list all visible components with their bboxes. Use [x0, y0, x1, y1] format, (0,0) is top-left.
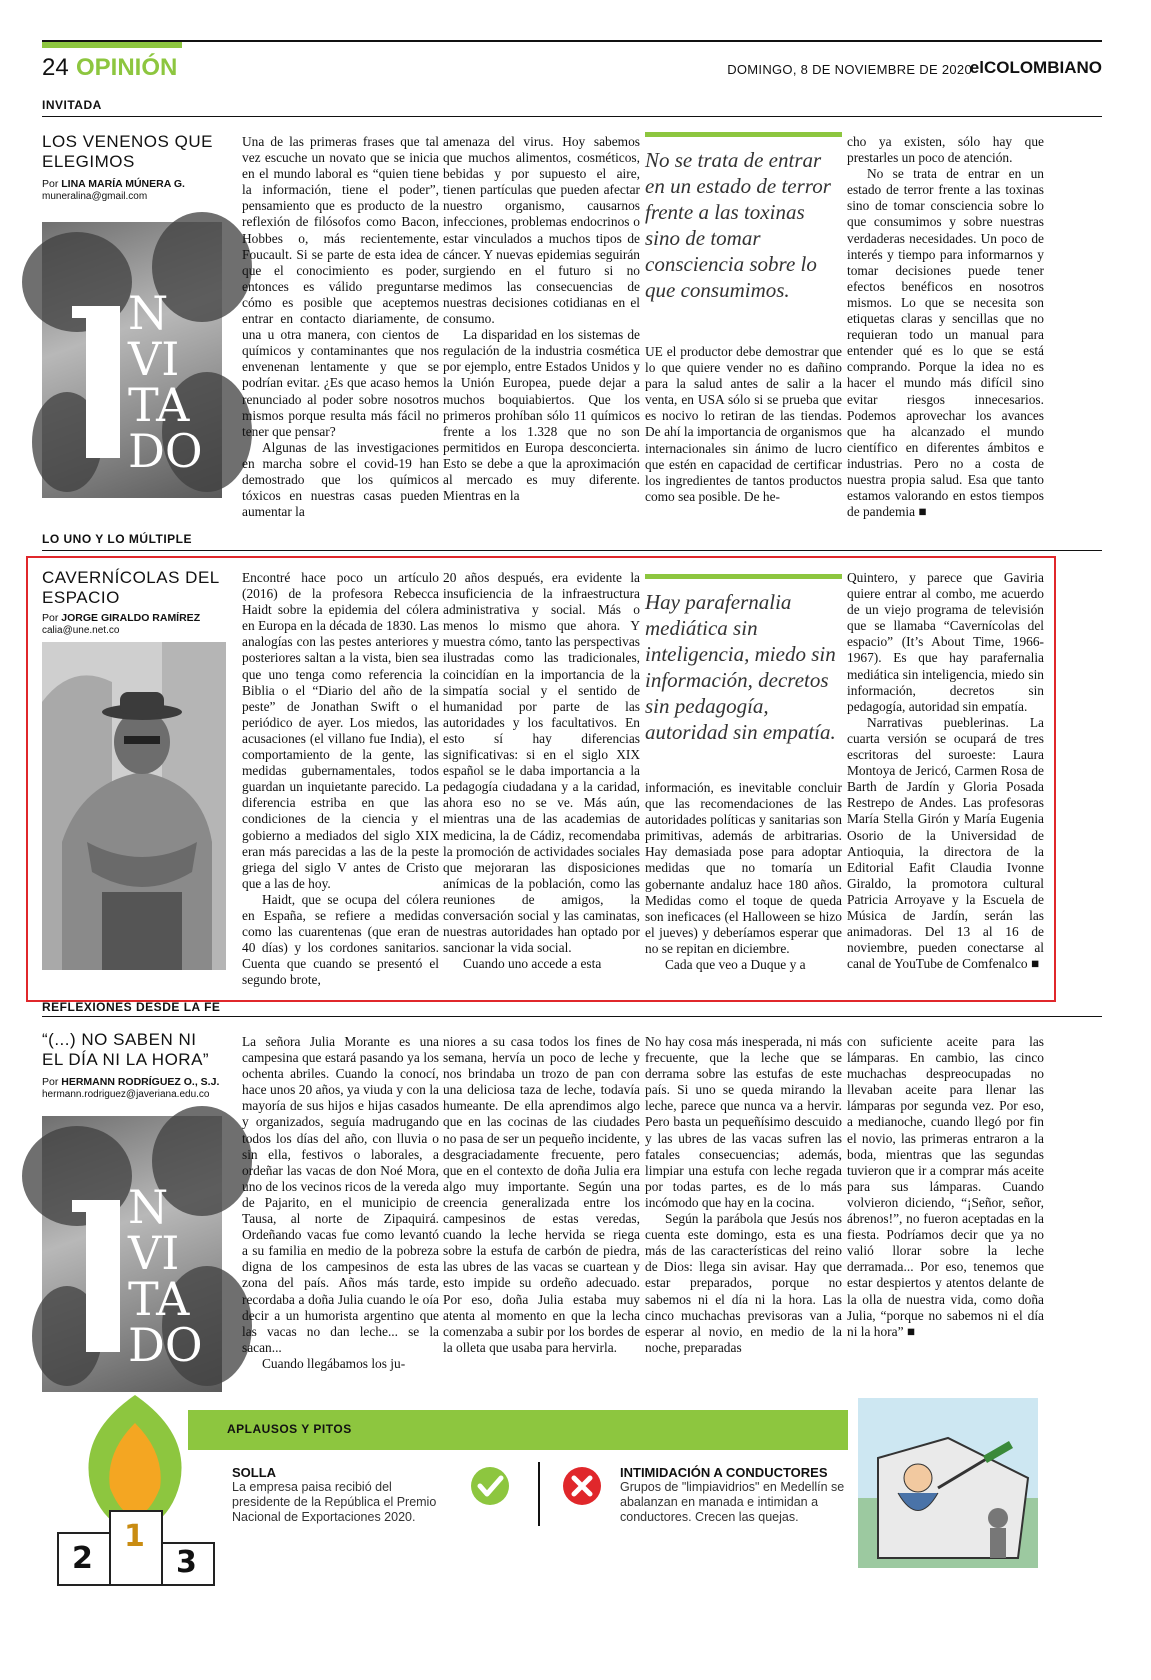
kicker-invitada: INVITADA [42, 98, 102, 112]
paragraph: información, es inevitable concluir que las recomendaciones de las autoridades políticas y sanitarias son primitivas, además de arbitrarias. Hay demasiada pose para adoptar medidas que no tomaría un gobernante andaluz hace 180 años. Medidas como el toque de queda son ineficaces (el Halloween se hizo el jueves) y deberíamos esperar que no se repitan en diciembre. [645, 780, 842, 956]
article3-column-1 [242, 1034, 439, 1374]
pull-quote: No se trata de entrar en un estado de terror frente a las toxinas sino de tomar consciencia sobre lo que consumimos. [645, 132, 842, 303]
invitado-letter-i [86, 1204, 120, 1352]
byline-prefix: Por [42, 178, 59, 190]
paragraph: Quintero, y parece que Gaviria quiere entrar al combo, me acuerdo de un viejo programa de televisión que se llamaba “Cavernícolas del espacio” (It’s About Time, 1966-1967). Es que hay parafernalia mediática sin inteligencia, miedo sin información, decretos sin pedagogía, autoridad sin empatía. [847, 570, 1044, 714]
byline-prefix: Por [42, 612, 59, 624]
article3-column-2 [443, 1034, 640, 1374]
newspaper-logo: elCOLOMBIANO [969, 58, 1102, 77]
podium-second: 2 [72, 1541, 93, 1576]
byline [42, 1076, 219, 1088]
pito-text: Grupos de "limpiavidrios" en Medellín se abalanzan en manada e intimidan a conductores. Crecen las quejas. [620, 1480, 845, 1524]
section-color-bar [42, 42, 182, 48]
paragraph: No se trata de entrar en un estado de terror frente a las toxinas sino de tomar consciencia sobre lo que consumimos y sobre nuestras verdaderas necesidades. Un poco de interés y tiempo para informarnos y tomar decisiones puede tener efectos benéficos en nosotros mismos. Lo que se necesita son etiquetas claras y sencillas que no requieran todo un manual para entender qué es lo que se está comprando. Porque la idea no es hacer el mundo más difícil sino evitar riesgos innecesarios. Podemos aprovechar los avances que ha alcanzado el mundo científico en diferentes ámbitos e industrias. Pero no a costa de nuestra propia salud. Esa que tanto estamos valorando en estos tiempos de pandemia ■ [847, 166, 1044, 520]
invitado-letters: N VI TA DO [128, 286, 203, 478]
cross-icon [562, 1466, 602, 1506]
paragraph: niores a su casa todos los fines de semana, hervía un poco de leche y nos brindaba un trozo de pan con una deliciosa taza de leche, todavía humeante. De ella aprendimos algo que en las cocinas de las ciudades no pasa de ser un pequeño incidente, desgraciadamente frecuente, pero que en el contexto de doña Julia era algo muy importante. Según una creencia generalizada entre los campesinos de estas veredas, cuando la leche hervida se riega sobre la estufa de carbón de piedra, las ubres de las vacas se cuartean y esto impide su ordeño adecuado. Por eso, doña Julia estaba muy atenta al momento en que la lecha comenzaba a subir por los bordes de la olleta que usaba para hervirla. [443, 1034, 640, 1355]
pito-item [620, 1465, 852, 1525]
section-name: OPINIÓN [76, 54, 178, 81]
article1-column-4 [847, 134, 1044, 520]
paragraph: amenaza del virus. Hoy sabemos que muchos alimentos, cosméticos, bebidas y por supuesto el aire, tienen partículas que pueden afectar nuestro organismo, causarnos infecciones, problemas endocrinos o estar vinculados a muchos tipos de cáncer. Y nuevas epidemias seguirán surgiendo en el futuro si no medimos las consecuencias de nuestras decisiones cotidianas en el consumo. [443, 134, 640, 327]
author-name: LINA MARÍA MÚNERA G. [61, 178, 185, 190]
paragraph: Haidt, que se ocupa del cólera en España, se refiere a medidas como las cuarentenas (que eran de 40 días) y los cordones sanitarios. Cuenta que cuando se presentó el segundo brote, [242, 891, 439, 988]
paragraph: 20 años después, era evidente la insuficiencia de la infraestructura administrativa y social. Más o menos lo mismo que ahora. Y muestra cómo, tanto las perspectivas ilustradas como las tradicionales, coincidían en la importancia de la simpatía social y el sentido de humanidad por parte de las autoridades y los facultativos. En esto sí hay diferencias significativas: si en el siglo XIX español se le daba importancia a la pedagogía ciudadana y a la caridad, ahora eso no se ve. Más aún, mientras una de las academias de medicina, la de Cádiz, recomendaba la promoción de actividades sociales que mejoraran las disposiciones anímicas de la población, como las reuniones de amigos, la conversación social y las caminatas, nuestras autoridades han optado por sancionar la vida social. [443, 570, 640, 956]
paragraph: Narrativas pueblerinas. La cuarta versión se ocupará de tres escritoras del suroeste: Laura Montoya de Jericó, Carmen Rosa de Barth de Jardín y Gloria Posada Restrepo de Andes. Las profesoras María Stella Girón y María Eugenia Osorio de la Universidad de Antioquia, la directora de la Editorial Eafit Claudia Ivonne Giraldo, la promotora cultural Patricia Arroyave y la Escuela de Música de Jardín, serán las animadoras. Del 13 al 16 de noviembre, pueden conectarse al canal de YouTube de Comfenalco ■ [847, 714, 1044, 972]
kicker-reflexiones: REFLEXIONES DESDE LA FE [42, 1000, 221, 1014]
author-email: calia@une.net.co [42, 625, 120, 636]
article3-column-4 [847, 1034, 1044, 1374]
check-icon [470, 1466, 510, 1506]
article2-column-2 [443, 570, 640, 978]
author-email: hermann.rodriguez@javeriana.edu.co [42, 1089, 210, 1100]
podium-first: 1 [124, 1519, 145, 1554]
author-photo [42, 642, 226, 970]
cartoon-illustration-icon [858, 1398, 1038, 1568]
article-title: “(...) NO SABEN NI EL DÍA NI LA HORA” [42, 1030, 210, 1069]
aplauso-title: SOLLA [232, 1465, 277, 1480]
article2-column-4 [847, 570, 1044, 978]
invitado-image [42, 222, 222, 498]
invitado-letter-i [86, 310, 120, 458]
aplauso-text: La empresa paisa recibió del presidente de la República el Premio Nacional de Exportaciones 2020. [232, 1480, 437, 1524]
paragraph: Cuando uno accede a esta [463, 956, 602, 972]
byline [42, 178, 185, 190]
author-name: HERMANN RODRÍGUEZ O., S.J. [61, 1076, 220, 1088]
paragraph: Cada que veo a Duque y a [665, 957, 806, 973]
paragraph: cho ya existen, sólo hay que prestarles un poco de atención. [847, 134, 1044, 166]
article2-column-3 [645, 780, 842, 978]
article-title: CAVERNÍCOLAS DEL ESPACIO [42, 568, 220, 607]
paragraph: Según la parábola que Jesús nos cuenta este domingo, esta es una más de las características del reino de Dios: llega sin avisar. Hay que estar preparados, porque no sabemos ni el día ni la hora. Las cinco muchachas previsoras van a esperar al novio, en medio de la noche, preparadas [645, 1211, 842, 1355]
paragraph: UE el productor debe demostrar que lo que quiere vender no es dañino para la salud antes de salir a la venta, en USA sólo si se prueba que es nocivo lo retiran de las tiendas. De ahí la importancia de organismos internacionales sin ánimo de lucro que estén en capacidad de certificar los ingredientes de tantos productos como sea posible. De he- [645, 344, 842, 504]
pito-title: INTIMIDACIÓN A CONDUCTORES [620, 1465, 828, 1480]
byline-prefix: Por [42, 1076, 59, 1088]
kicker-rule [42, 1016, 1102, 1017]
author-email: muneralina@gmail.com [42, 191, 148, 202]
paragraph: Encontré hace poco un artículo (2016) de la profesora Rebecca Haidt sobre la epidemia del cólera en Europa en la década de 1830. Las analogías con las pestes anteriores y posteriores saltan a la vista, bien sea que uno tenga como referencia la Biblia o el “Diario del año de la peste” de Jonathan Swift o el periódico de ayer. Los miedos, las acusaciones (el villano fue India), el comportamiento de la gente, las medidas gubernamentales, todos guardan un inquietante parecido. La diferencia estriba en que las condiciones de la ciencia y el gobierno a mediados del siglo XIX eran más parecidas a las de la peste griega del siglo V antes de Cristo que a las de hoy. [242, 570, 439, 891]
author-name: JORGE GIRALDO RAMÍREZ [61, 612, 201, 624]
article-title: LOS VENENOS QUE ELEGIMOS [42, 132, 213, 171]
paragraph: con suficiente aceite para las lámparas. En cambio, las cinco muchachas despreocupadas no llevaban aceite para llenar las lámparas por segunda vez. Por eso, a medianoche, cuando llegó por fin el novio, las primeras entraron a la boda, mientras que las segundas tuvieron que ir a comprar más aceite para sus lámparas. Cuando volvieron diciendo, “¡Señor, señor, ábrenos!”, no fueron aceptadas en la fiesta. Podríamos decir que ya no valió llorar sobre la leche derramada... Por eso, tenemos que estar despiertos y atentos delante de la olla de nuestra vida, como doña Julia, “porque no sabemos ni el día ni la hora” ■ [847, 1034, 1044, 1339]
pull-quote: Hay parafernalia mediática sin inteligencia, miedo sin información, decretos sin pedagogía, autoridad sin empatía. [645, 574, 842, 745]
paragraph: Una de las primeras frases que tal vez escuche un novato que se inicia en el mundo laboral es “quien tiene la información, tiene el poder”, pensamiento que es producto de la reflexión de filósofos como Bacon, Hobbes o, más recientemente, Foucault. Si se parte de esta idea de que el conocimiento es poder, entonces es válido preguntarse cómo es posible que aceptemos entrar en contacto diariamente, de una u otra manera, con cientos de químicos y contaminantes que nos envenenan lentamente y que se podrían evitar. ¿Es que acaso hemos renunciado al poder sobre nosotros mismos porque resulta más fácil no tener que pensar? [242, 134, 439, 439]
byline [42, 612, 200, 624]
publication-date: DOMINGO, 8 DE NOVIEMBRE DE 2020 [727, 62, 972, 77]
podium-third: 3 [176, 1545, 197, 1580]
invitado-image [42, 1116, 222, 1392]
page-header [42, 40, 1102, 80]
article2-column-1 [242, 570, 439, 988]
kicker-rule [42, 116, 1102, 117]
article1-column-2 [443, 134, 640, 510]
aplausos-label: APLAUSOS Y PITOS [227, 1422, 352, 1436]
aplauso-item [232, 1465, 442, 1525]
article1-column-3 [645, 344, 842, 510]
kicker-rule [42, 550, 1102, 551]
article1-column-1 [242, 134, 439, 520]
paragraph: No hay cosa más inesperada, ni más frecuente, que la leche que se derrama sobre las estufas de este país. Si uno se queda mirando la leche, parece que nunca va a hervir. Pero basta un pequeñísimo descuido y las ubres de las vacas sufren las fatales consecuencias; además, limpiar una estufa con leche regada por todas partes, es de lo más incómodo que hay en la cocina. [645, 1034, 842, 1210]
paragraph: La señora Julia Morante es una campesina que estará pasando ya los ochenta abriles. Cuando la conocí, hace unos 20 años, ya viuda y con la mayoría de sus hijos e hijas casados y organizados, seguía madrugando todos los días del año, con lluvia o sin ella, festivos o laborales, a ordeñar las vacas de don Noé Mora, uno de los vecinos ricos de la vereda de Pajarito, en el municipio de Tausa, al norte de Zipaquirá. Ordeñando vacas fue como levantó a su familia en medio de la pobreza digna de los campesinos de esta zona del país. Años más tarde, recordaba a doña Julia cuando le oía decir a un humorista argentino que las vacas no dan leche... se la sacan... [242, 1034, 439, 1355]
article3-column-3 [645, 1034, 842, 1374]
paragraph: Cuando llegábamos los ju- [262, 1355, 406, 1371]
invitado-letters: N VI TA DO [128, 1180, 203, 1372]
paragraph: Algunas de las investigaciones en marcha sobre el covid-19 han demostrado que los químicos tóxicos en nuestras casas pueden aumentar la [242, 439, 439, 520]
aplausos-divider [538, 1462, 540, 1526]
paragraph: La disparidad en los sistemas de regulación de la industria cosmética por ejemplo, entre Estados Unidos y la Unión Europea, puede dejar a muchos boquiabiertos. Que los primeros prohíban sólo 11 químicos frente a los 1.328 que no son permitidos en Europa desconcierta. Esto se debe a que la aproximación al mercado es muy diferente. Mientras en la [443, 327, 640, 504]
kicker-lo-uno: LO UNO Y LO MÚLTIPLE [42, 532, 193, 546]
author-portrait-icon [42, 642, 226, 970]
page-number: 24 [42, 54, 69, 81]
